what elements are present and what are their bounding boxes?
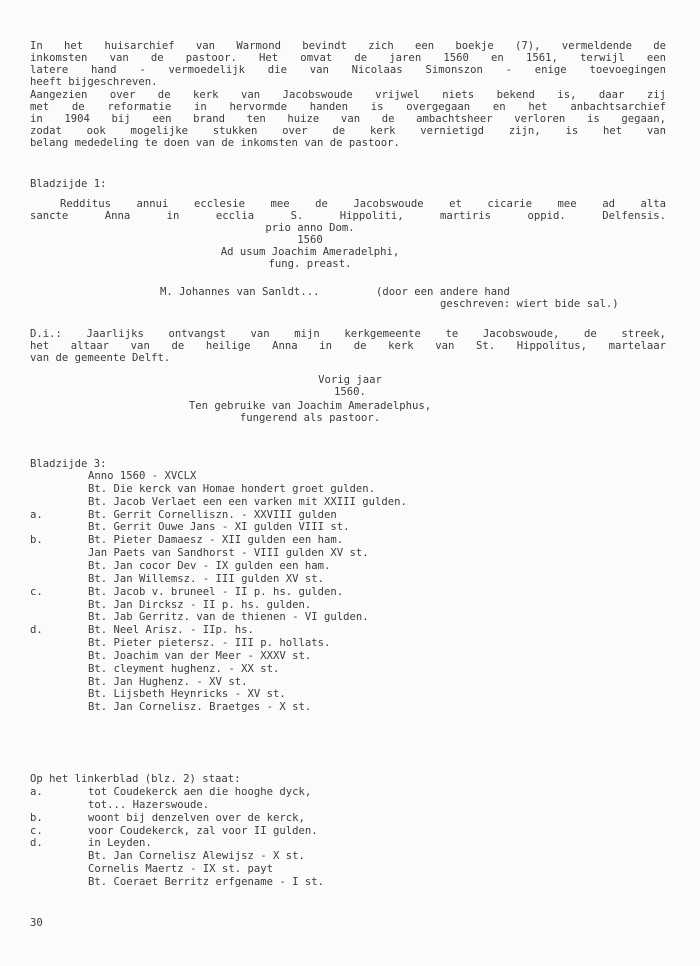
entry-line: Bt. Die kerck van Homae hondert groet gulden. — [88, 482, 376, 495]
entry-line: Bt. Gerrit Ouwe Jans - XI gulden VIII st. — [88, 521, 350, 534]
entry-marker: d. — [30, 624, 43, 637]
entry-line: Bt. Pieter pietersz. - III p. hollats. — [88, 637, 331, 650]
entry-line: woont bij denzelven over de kerck, — [88, 811, 305, 824]
centered-line: 1560. — [334, 386, 366, 398]
entry-line: tot Coudekerck aen die hooghe dyck, — [88, 786, 312, 798]
entry-line: Bt. Pieter Damaesz - XII gulden een ham. — [88, 534, 344, 547]
entry-line: Bt. Joachim van der Meer - XXXV st. — [88, 649, 312, 662]
entry-line: Bt. Coeraet Berritz erfgename - I st. — [88, 875, 324, 888]
context-line: in 1904 bij een brand ten huize van de ambachtsheer verloren is gegaan, — [30, 113, 666, 125]
signature-line: M. Johannes van Sanldt... — [160, 286, 320, 298]
entry-marker: a. — [30, 786, 43, 798]
latin-line: sancte Anna in ecclia S. Hippoliti, martiris oppid. Delfensis. — [30, 210, 666, 222]
entry-marker: b. — [30, 534, 43, 547]
entry-line: Jan Paets van Sandhorst - VIII gulden XV st. — [88, 547, 369, 560]
centered-line: Vorig jaar — [318, 374, 382, 386]
entry-marker: c. — [30, 585, 43, 598]
centered-line: Ten gebruike van Joachim Ameradelphus, — [188, 400, 432, 412]
intro-line: inkomsten van de pastoor. Het omvat de jaren 1560 en 1561, terwijl een — [30, 52, 666, 64]
entry-line: Bt. Jan Dircksz - II p. hs. gulden. — [88, 598, 312, 611]
centered-line: 1560 — [297, 234, 323, 246]
entry-line: Anno 1560 - XVCLX — [88, 470, 197, 482]
intro-line: In het huisarchief van Warmond bevindt zich een boekje (7), vermeldende de — [30, 40, 666, 52]
note-line: (door een andere hand — [376, 286, 510, 298]
entry-line: Bt. Jab Gerritz. van de thienen - VI gulden. — [88, 611, 369, 624]
intro-line: heeft bijgeschreven. — [30, 76, 158, 88]
entry-marker: d. — [30, 837, 43, 850]
entry-line: Bt. Jan Willemsz. - III gulden XV st. — [88, 572, 324, 585]
entry-line: in Leyden. — [88, 837, 152, 850]
context-line: zodat ook mogelijke stukken over de kerk vernietigd zijn, is het van — [30, 125, 666, 137]
context-line: met de reformatie in hervormde handen is overgegaan en het anbachtsarchief — [30, 101, 666, 113]
entry-line: Bt. Jacob v. bruneel - II p. hs. gulden. — [88, 585, 344, 598]
entry-line: tot... Hazerswoude. — [88, 798, 210, 811]
entry-line: Bt. Lijsbeth Heynricks - XV st. — [88, 688, 286, 701]
section-heading-page1: Bladzijde 1: — [30, 178, 107, 190]
context-line: Aangezien over de kerk van Jacobswoude vrijwel niets bekend is, daar zij — [30, 89, 666, 101]
centered-line: fung. preast. — [268, 258, 352, 270]
entry-line: Bt. Jacob Verlaet een een varken mit XXIII gulden. — [88, 495, 407, 508]
note-line: geschreven: wiert bide sal.) — [440, 298, 619, 310]
entry-line: Bt. Jan Cornelisz Alewijsz - X st. — [88, 850, 305, 863]
entry-line: voor Coudekerck, zal voor II gulden. — [88, 824, 318, 837]
translation-line: D.i.: Jaarlijks ontvangst van mijn kerkgemeente te Jacobswoude, de streek, — [30, 328, 666, 340]
translation-line: van de gemeente Delft. — [30, 352, 171, 364]
context-line: belang mededeling te doen van de inkomsten van de pastoor. — [30, 137, 400, 149]
centered-line: fungerend als pastoor. — [239, 412, 381, 424]
entry-line: Cornelis Maertz - IX st. payt — [88, 863, 273, 876]
entry-line: Bt. Gerrit Cornelliszn. - XXVIII gulden — [88, 508, 337, 521]
entry-marker: c. — [30, 824, 43, 837]
entry-line: Bt. Jan cocor Dev - IX gulden een ham. — [88, 559, 331, 572]
section-heading-page3: Bladzijde 3: — [30, 458, 107, 470]
entry-marker: b. — [30, 811, 43, 824]
latin-line: Redditus annui ecclesie mee de Jacobswoude et cicarie mee ad alta — [60, 198, 666, 210]
entry-marker: a. — [30, 508, 43, 521]
centered-line: Ad usum Joachim Ameradelphi, — [220, 246, 400, 258]
intro-line: latere hand - vermoedelijk die van Nicolaas Simonszon - enige toevoegingen — [30, 64, 666, 76]
page-number: 30 — [30, 917, 43, 929]
entry-line: Bt. cleyment hughenz. - XX st. — [88, 662, 280, 675]
translation-line: het altaar van de heilige Anna in de kerk van St. Hippolitus, martelaar — [30, 340, 666, 352]
centered-line: prio anno Dom. — [265, 222, 355, 234]
entry-line: Bt. Neel Arisz. - IIp. hs. — [88, 624, 254, 637]
entry-line: Bt. Jan Cornelisz. Braetges - X st. — [88, 701, 312, 714]
section-heading-leftpage: Op het linkerblad (blz. 2) staat: — [30, 773, 241, 785]
entry-line: Bt. Jan Hughenz. - XV st. — [88, 675, 248, 688]
